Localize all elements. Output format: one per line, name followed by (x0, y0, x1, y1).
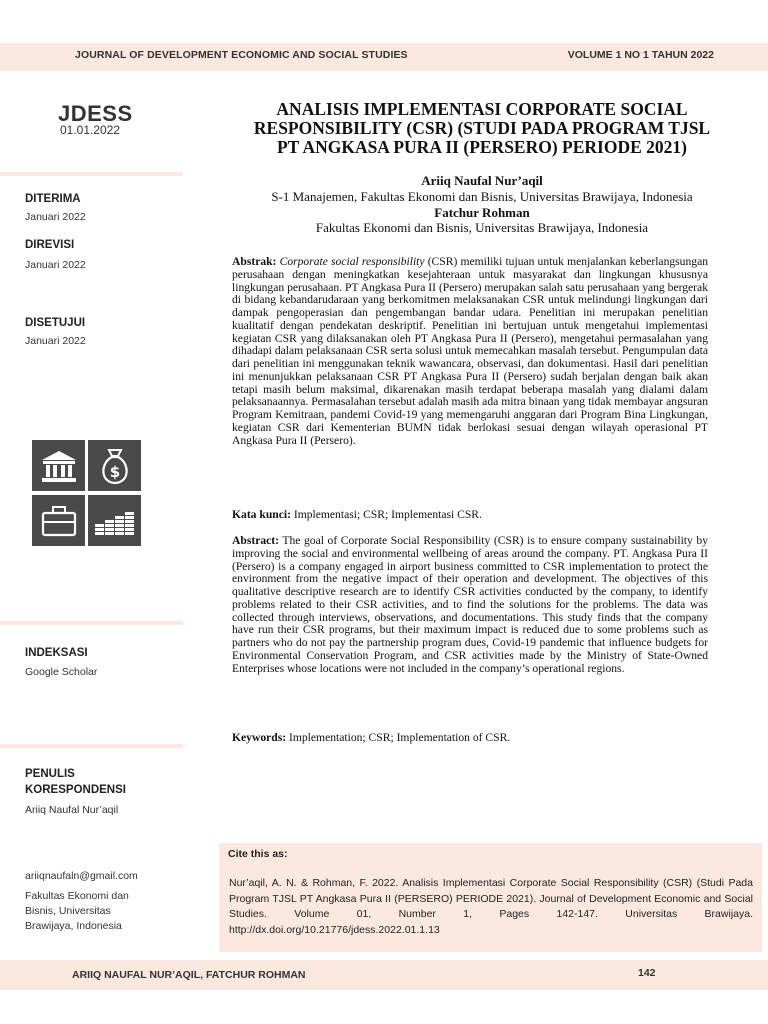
logo-date: 01.01.2022 (60, 123, 121, 137)
author-affiliation: Fakultas Ekonomi dan Bisnis, Universitas Brawijaya, Indonesia (315, 220, 649, 235)
index-label: INDEKSASI (25, 647, 88, 659)
received-value: Januari 2022 (25, 211, 86, 223)
sidebar-divider (0, 744, 183, 748)
abstract-text: The goal of Corporate Social Responsibility (CSR) is to ensure company sustainability by improving the social and environmental wellbeing of areas around the company. PT. Angkasa Pura II (Persero) is a company engaged in airport business committed to CSR implementation to protect the environment from the negative impact of their operation and development. The objectives of this qualitative descriptive research are to identify CSR activities conducted by the company, to identify problems related to their CSR activities, and to find the solutions for the problems. The data was collected through interviews, observations, and documentations. This study finds that the company have run their CSR programs, but their maximum impact is reduced due to some problems such as partners who do not pay the partnership program dues, Covid-19 pandemic that influence budgets for Environmental Conservation Program, and CSR activities made by the Ministry of State-Owned Enterprises whose locations were not included in the company’s operational regions. (232, 534, 708, 675)
title-line: PT ANGKASA PURA II (PERSERO) PERIODE 2021) (276, 137, 687, 157)
paper-title (226, 100, 738, 157)
kata-kunci-text: Implementasi; CSR; Implementasi CSR. (290, 508, 482, 521)
page-number: 142 (638, 967, 656, 979)
footer-band (0, 960, 768, 990)
sidebar-divider (0, 621, 183, 625)
author-name: Fatchur Rohman (434, 205, 530, 220)
abstrak-label: Abstrak: (232, 255, 277, 268)
kata-kunci (232, 509, 708, 522)
volume-info: VOLUME 1 NO 1 TAHUN 2022 (567, 49, 714, 61)
received-label: DITERIMA (25, 193, 81, 205)
briefcase-icon (32, 495, 85, 546)
bank-icon (32, 440, 85, 491)
journal-logo: JDESS (58, 101, 133, 126)
abstrak-paragraph (232, 256, 708, 447)
sidebar-divider (0, 172, 183, 176)
revised-value: Januari 2022 (25, 259, 86, 271)
abstrak-term: Corporate social responsibility (279, 255, 425, 268)
corr-label: PENULIS (25, 768, 75, 780)
money-bag-icon (88, 440, 141, 491)
journal-name: JOURNAL OF DEVELOPMENT ECONOMIC AND SOCIAL STUDIES (75, 49, 408, 61)
author-name: Ariiq Naufal Nur’aqil (421, 173, 543, 188)
cite-title: Cite this as: (228, 848, 288, 860)
svg-text:$: $ (109, 462, 120, 481)
abstrak-text: (CSR) memiliki tujuan untuk menjalankan keberlangsungan perusahaan dengan meningkatkan kesejahteraan untuk masyarakat dan lingkungan khususnya lingkungan perusahaan. PT Angkasa Pura II (Persero) merupakan salah satu perusahaan yang bergerak di bidang kebandarudaraan yang berkomitmen melaksanakan CSR untuk melindungi lingkungan dari dampak pengoperasian dan pengembangan bandar udara. Penelitian ini merupakan penelitian kualitatif dengan pendekatan deskriptif. Penelitian ini bertujuan untuk mengetahui implementasi kegiatan CSR yang dilaksanakan oleh PT Angkasa Pura II (Persero), mengetahui permasalahan yang dihadapi dalam pelaksanaan CSR serta solusi untuk memecahkan masalah tersebut. Pengumpulan data dari penelitian ini menggunakan teknik wawancara, observasi, dan dokumentasi. Hasil dari penelitian ini menunjukkan pelaksanaan CSR PT Angkasa Pura II (Persero) sudah berjalan dengan baik akan tetapi masih belum maksimal, dikarenakan masih terdapat beberapa masalah yang dialami dalam pelaksanaannya. Permasalahan tersebut adalah masih ada mitra binaan yang tidak membayar angsuran Program Kemitraan, pandemi Covid-19 yang memengaruhi anggaran dari Program Bina Lingkungan, kegiatan CSR dari Kementerian BUMN tidak berlokasi sesuai dengan wilayah operasional PT Angkasa Pura II (Persero). (232, 255, 709, 447)
title-line: ANALISIS IMPLEMENTASI CORPORATE SOCIAL (276, 99, 688, 119)
keywords (232, 732, 708, 745)
corr-affiliation: Bisnis, Universitas (25, 905, 111, 917)
approved-value: Januari 2022 (25, 335, 86, 347)
approved-label: DISETUJUI (25, 317, 86, 329)
abstract-paragraph (232, 535, 708, 675)
title-line: RESPONSIBILITY (CSR) (STUDI PADA PROGRAM TJSL (253, 118, 711, 138)
kata-kunci-label: Kata kunci: (232, 508, 291, 521)
footer-authors: ARIIQ NAUFAL NUR’AQIL, FATCHUR ROHMAN (72, 969, 306, 981)
keywords-text: Implementation; CSR; Implementation of CSR. (286, 731, 511, 744)
corr-affiliation: Brawijaya, Indonesia (25, 920, 122, 932)
revised-label: DIREVISI (25, 239, 75, 251)
author-affiliation: S-1 Manajemen, Fakultas Ekonomi dan Bisnis, Universitas Brawijaya, Indonesia (271, 189, 693, 204)
header-band (0, 43, 768, 71)
icon-grid (32, 440, 141, 546)
corr-name: Ariiq Naufal Nur’aqil (25, 804, 119, 816)
keywords-label: Keywords: (232, 731, 287, 744)
corr-label: KORESPONDENSI (25, 784, 126, 796)
coin-stacks-icon (88, 495, 141, 546)
index-value: Google Scholar (25, 666, 98, 678)
cite-text: Nur’aqil, A. N. & Rohman, F. 2022. Analisis Implementasi Corporate Social Responsibility (CSR) (Studi Pada Program TJSL PT Angkasa Pura II (PERSERO) PERIODE 2021). Journal of Development Economic and Social Studies. Volume 01, Number 1, Pages 142-147. Universitas Brawijaya. http://dx.doi.org/10.21776/jdess.2022.01.1.13 (229, 877, 753, 936)
abstract-label: Abstract: (232, 534, 280, 547)
corr-email[interactable]: ariiqnaufaln@gmail.com (25, 870, 138, 882)
corr-affiliation: Fakultas Ekonomi dan (25, 890, 129, 902)
